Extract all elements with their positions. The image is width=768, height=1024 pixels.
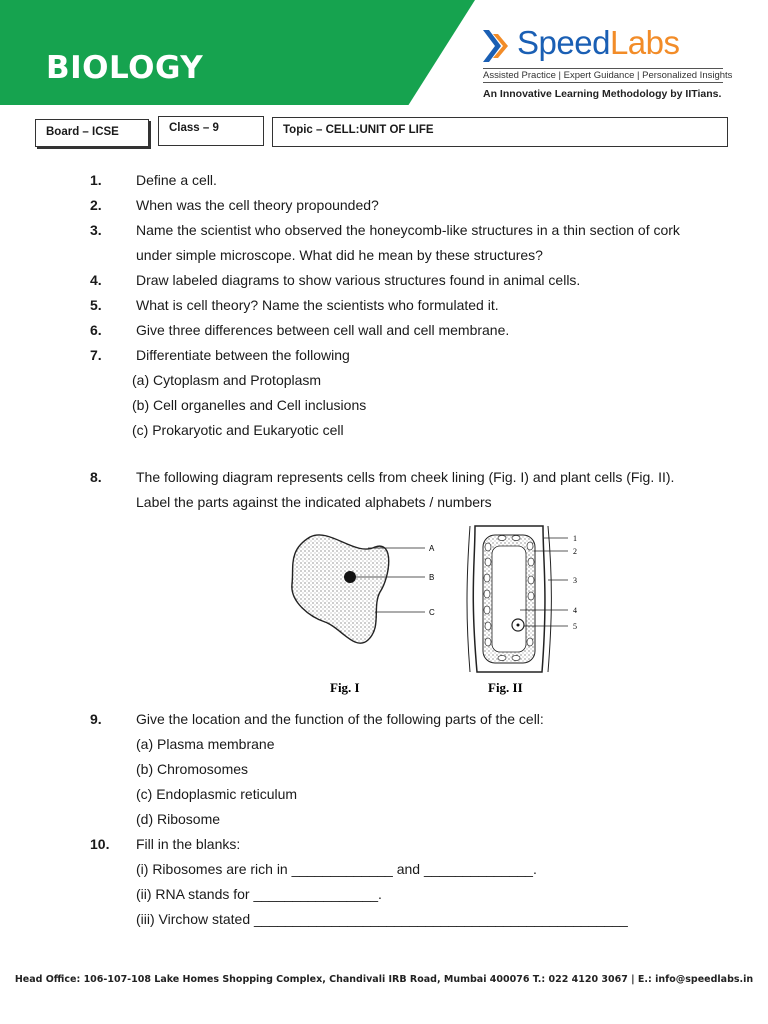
label-4: 4: [573, 606, 577, 615]
question-7: 7. Differentiate between the following: [90, 347, 350, 363]
class-box: Class – 9: [158, 116, 264, 146]
fig1-caption: Fig. I: [330, 680, 360, 695]
label-5: 5: [573, 622, 577, 631]
cheek-cell: [292, 535, 389, 643]
logo-arrow-icon: [481, 26, 515, 66]
question-3: 3. Name the scientist who observed the honeycomb-like structures in a thin section of cork: [90, 222, 680, 238]
topic-box: Topic – CELL:UNIT OF LIFE: [272, 117, 728, 147]
label-3: 3: [573, 576, 577, 585]
fig2-caption: Fig. II: [488, 680, 523, 695]
question-1: 1. Define a cell.: [90, 172, 217, 188]
label-a: A: [429, 544, 435, 553]
question-6: 6. Give three differences between cell wall and cell membrane.: [90, 322, 510, 338]
question-9-sub-a: (a) Plasma membrane: [136, 736, 275, 752]
board-box: Board – ICSE: [35, 119, 149, 147]
logo-tagline: Assisted Practice | Expert Guidance | Personalized Insights: [483, 70, 733, 81]
question-5: 5. What is cell theory? Name the scientists who formulated it.: [90, 297, 499, 313]
question-9-sub-c: (c) Endoplasmic reticulum: [136, 786, 298, 802]
label-c: C: [429, 608, 435, 617]
footer-address: Head Office: 106-107-108 Lake Homes Shopping Complex, Chandivali IRB Road, Mumbai 400076 T.: 022 4120 3067 | E.: info@speedlabs.in: [14, 974, 754, 985]
speedlabs-logo: [481, 22, 731, 102]
plant-vacuole: [492, 546, 526, 652]
question-9-sub-b: (b) Chromosomes: [136, 761, 249, 777]
logo-methodology: An Innovative Learning Methodology by IITians.: [483, 88, 722, 100]
question-10-sub-i: (i) Ribosomes are rich in _____________ and ______________.: [136, 861, 537, 877]
question-10: 10. Fill in the blanks:: [90, 836, 241, 852]
logo-wordmark: SpeedLabs: [517, 24, 680, 61]
subject-title: BIOLOGY: [46, 50, 204, 86]
question-7-sub-a: (a) Cytoplasm and Protoplasm: [132, 372, 322, 388]
label-1: 1: [573, 534, 577, 543]
label-b: B: [429, 573, 435, 582]
question-9-sub-d: (d) Ribosome: [136, 811, 221, 827]
cheek-nucleus: [344, 571, 356, 583]
question-3-continued: under simple microscope. What did he mean by these structures?: [136, 247, 543, 263]
question-10-sub-ii: (ii) RNA stands for ________________.: [136, 886, 382, 902]
spacer: [0, 447, 768, 469]
question-8-continued: Label the parts against the indicated alphabets / numbers: [136, 494, 492, 510]
question-9: 9. Give the location and the function of the following parts of the cell:: [90, 711, 544, 727]
question-7-sub-c: (c) Prokaryotic and Eukaryotic cell: [132, 422, 344, 438]
cell-diagram: [280, 522, 600, 702]
question-10-sub-iii: (iii) Virchow stated ________________________________________________: [136, 911, 628, 927]
question-7-sub-b: (b) Cell organelles and Cell inclusions: [132, 397, 367, 413]
question-4: 4. Draw labeled diagrams to show various structures found in animal cells.: [90, 272, 581, 288]
label-2: 2: [573, 547, 577, 556]
question-2: 2. When was the cell theory propounded?: [90, 197, 379, 213]
question-8: 8. The following diagram represents cells from cheek lining (Fig. I) and plant cells (Fig. II).: [90, 469, 675, 485]
